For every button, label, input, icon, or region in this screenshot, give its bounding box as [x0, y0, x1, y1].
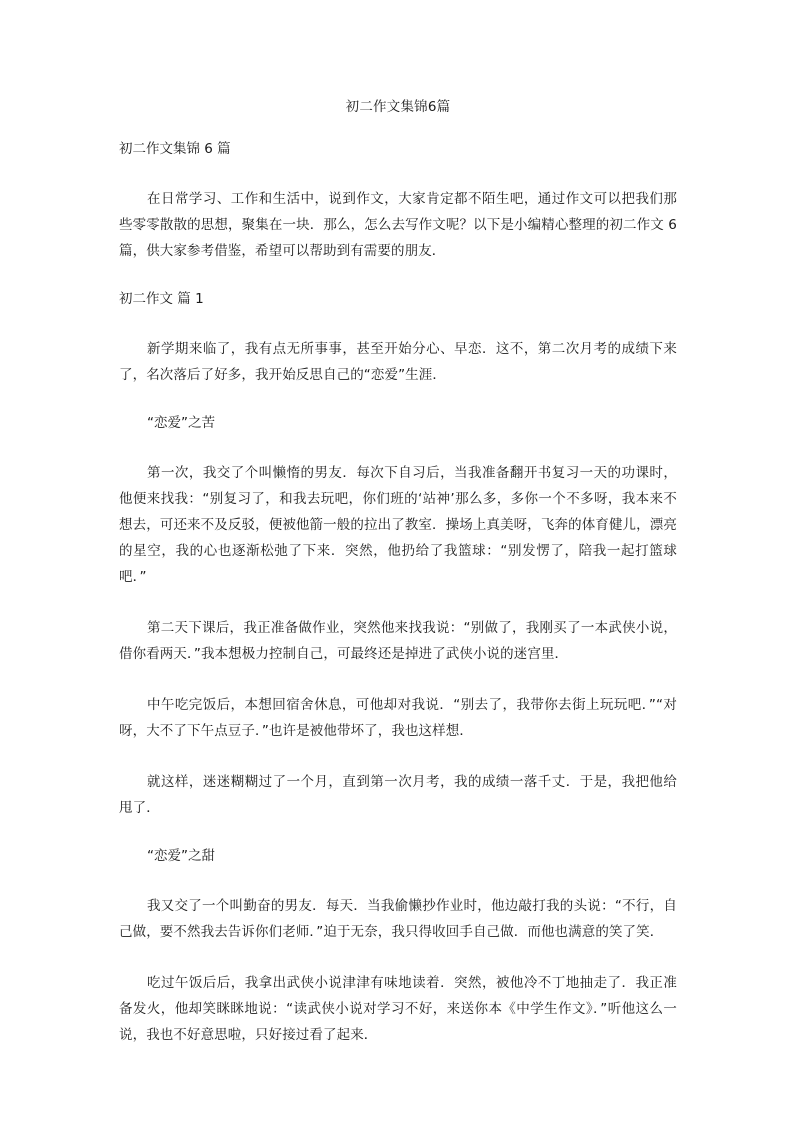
subheading-bitter: “恋爱”之苦 [147, 415, 215, 431]
article-heading: 初二作文集锦 6 篇 [119, 141, 231, 157]
paragraph: 第一次，我交了个叫懒惰的男友．每次下自习后，当我准备翻开书复习一天的功课时，他便来找我：“别复习了，和我去玩吧，你们班的‘站神’那么多，多你一个不多呀，我本来不想去，可还来不及反驳，便被他箭一般的拉出了教室．操场上真美呀，飞奔的体育健儿，漂亮的星空，我的心也逐渐松弛了下来．突然，他扔给了我篮球：“别发愣了，陪我一起打篮球吧．” [119, 465, 677, 585]
intro-paragraph: 在日常学习、工作和生活中，说到作文，大家肯定都不陌生吧，通过作文可以把我们那些零零散散的思想，聚集在一块．那么，怎么去写作文呢？以下是小编精心整理的初二作文 6 篇，供大家参考借鉴，希望可以帮助到有需要的朋友． [119, 191, 677, 259]
paragraph: 中午吃完饭后，本想回宿舍休息，可他却对我说．“别去了，我带你去街上玩玩吧．”“对呀，大不了下午点豆子．”也许是被他带坏了，我也这样想． [119, 697, 677, 739]
paragraph: 新学期来临了，我有点无所事事，甚至开始分心、早恋．这不，第二次月考的成绩下来了，名次落后了好多，我开始反思自己的“恋爱”生涯． [119, 341, 677, 383]
subheading-sweet: “恋爱”之甜 [147, 848, 215, 864]
document-title: 初二作文集锦6篇 [345, 99, 451, 115]
paragraph: 就这样，迷迷糊糊过了一个月，直到第一次月考，我的成绩一落千丈．于是，我把他给甩了． [119, 774, 677, 816]
paragraph: 我又交了一个叫勤奋的男友．每天．当我偷懒抄作业时，他边敲打我的头说：“不行，自己做，要不然我去告诉你们老师．”迫于无奈，我只得收回手自己做．而他也满意的笑了笑． [119, 898, 677, 940]
paragraph: 吃过午饭后后，我拿出武侠小说津津有味地读着．突然，被他冷不丁地抽走了．我正准备发火，他却笑眯眯地说：“读武侠小说对学习不好，来送你本《中学生作文》．”听他这么一说，我也不好意思啦，只好接过看了起来． [119, 975, 677, 1043]
section-title: 初二作文 篇 1 [119, 291, 204, 307]
paragraph: 第二天下课后，我正准备做作业，突然他来找我说：“别做了，我刚买了一本武侠小说，借你看两天．”我本想极力控制自己，可最终还是掉进了武侠小说的迷宫里． [119, 620, 677, 662]
